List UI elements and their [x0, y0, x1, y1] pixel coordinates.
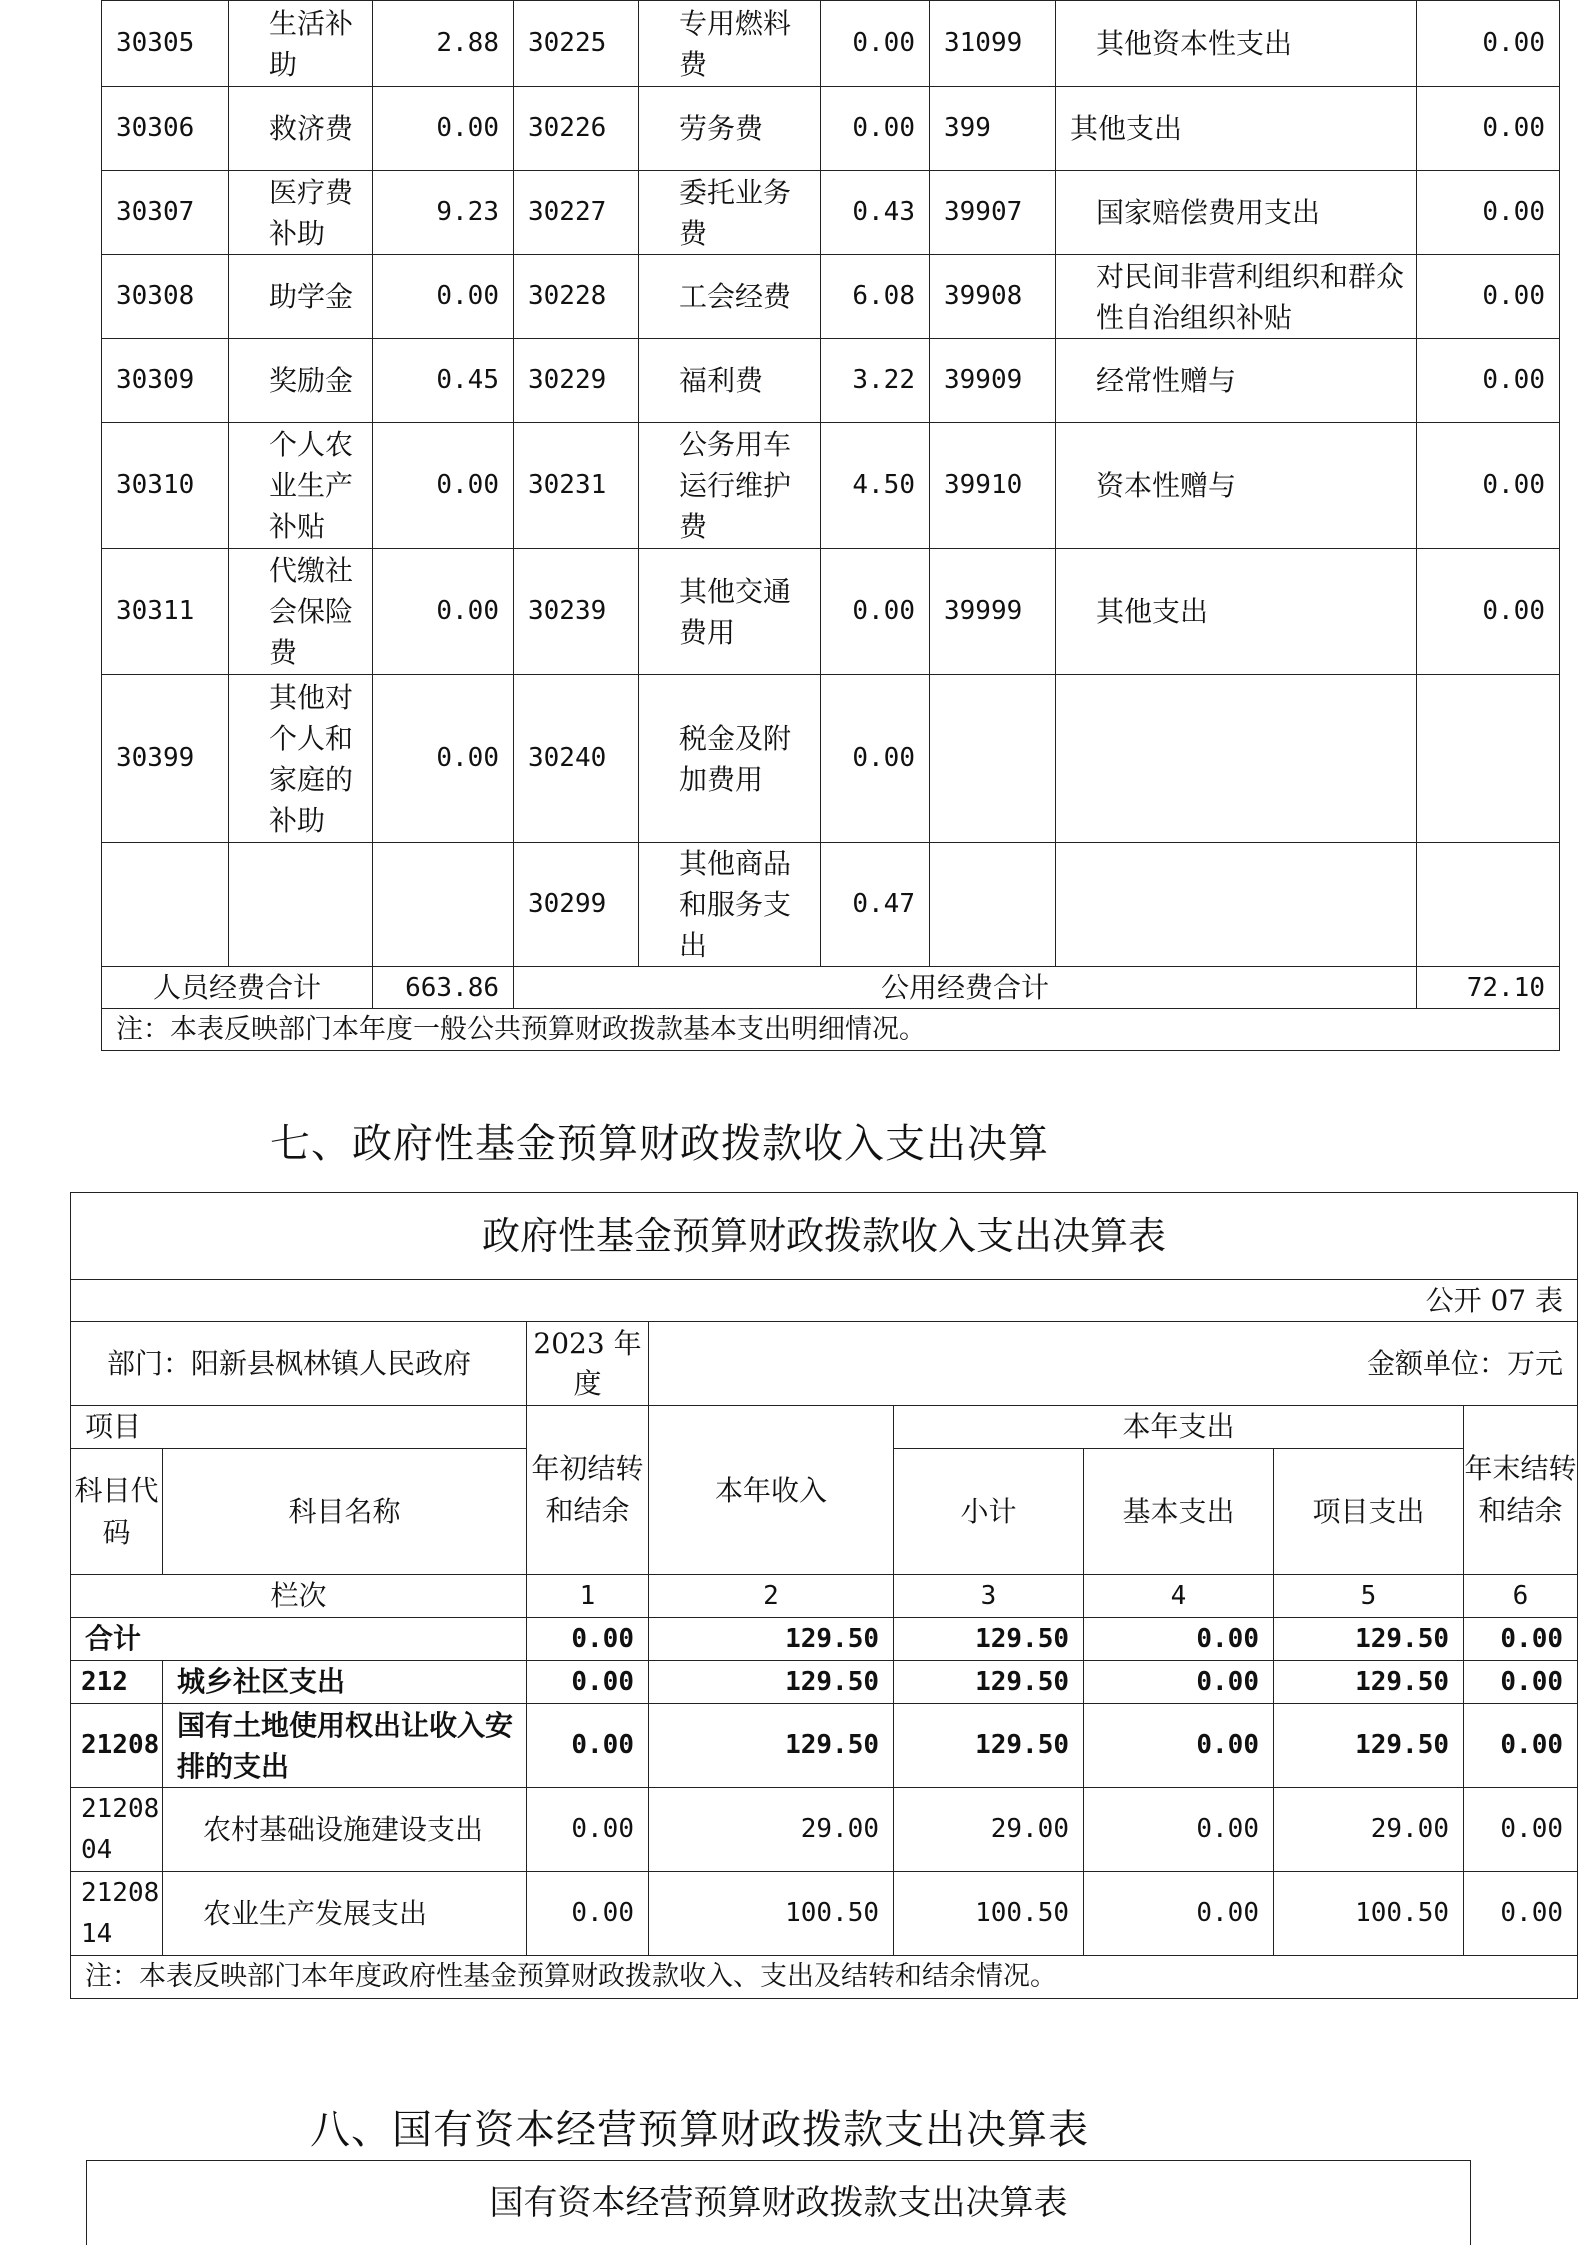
value-cell: 0.00: [1417, 1, 1560, 87]
basic-expenditure-row: [102, 549, 1560, 675]
code-header: 科目代码: [71, 1449, 163, 1575]
name-cell: 税金及附加费用: [639, 675, 821, 843]
form-number: 公开 07 表: [71, 1280, 1578, 1322]
basic-expenditure-row: [102, 843, 1560, 967]
gov-fund-note: 注：本表反映部门本年度政府性基金预算财政拨款收入、支出及结转和结余情况。: [71, 1956, 1578, 1999]
name-cell: 其他资本性支出: [1056, 1, 1417, 87]
total-label: 合计: [71, 1618, 527, 1661]
value-cell: 0.00: [1417, 171, 1560, 255]
column-number: 2: [649, 1575, 894, 1618]
subject-name: 城乡社区支出: [163, 1661, 527, 1704]
subject-code: 2120814: [71, 1872, 163, 1956]
amount-cell: 0.00: [527, 1788, 649, 1872]
code-cell: 30307: [102, 171, 229, 255]
value-cell: 0.00: [373, 255, 514, 339]
value-cell: [1417, 843, 1560, 967]
name-cell: 工会经费: [639, 255, 821, 339]
subject-name: 国有土地使用权出让收入安排的支出: [163, 1704, 527, 1788]
name-cell: [1056, 843, 1417, 967]
value-cell: 0.45: [373, 339, 514, 423]
value-cell: 0.00: [373, 549, 514, 675]
item-header: 项目: [71, 1406, 527, 1449]
code-cell: 30225: [514, 1, 639, 87]
value-cell: 0.00: [821, 675, 930, 843]
total-value: 0.00: [1464, 1618, 1578, 1661]
gov-fund-row: [71, 1788, 1578, 1872]
totals-row: [102, 967, 1560, 1009]
value-cell: 0.00: [1417, 423, 1560, 549]
value-cell: 0.00: [373, 675, 514, 843]
amount-cell: 0.00: [1464, 1788, 1578, 1872]
subject-name: 农村基础设施建设支出: [163, 1788, 527, 1872]
subject-code: 2120804: [71, 1788, 163, 1872]
code-cell: 30228: [514, 255, 639, 339]
section7-heading: 七、政府性基金预算财政拨款收入支出决算: [270, 1121, 1049, 1167]
name-cell: 医疗费补助: [229, 171, 373, 255]
code-cell: 30231: [514, 423, 639, 549]
value-cell: 4.50: [821, 423, 930, 549]
amount-cell: 29.00: [894, 1788, 1084, 1872]
code-cell: 30306: [102, 87, 229, 171]
name-cell: 其他商品和服务支出: [639, 843, 821, 967]
code-cell: 39999: [930, 549, 1056, 675]
code-cell: 30311: [102, 549, 229, 675]
code-cell: 30299: [514, 843, 639, 967]
value-cell: 0.43: [821, 171, 930, 255]
name-cell: 个人农业生产补贴: [229, 423, 373, 549]
name-cell: 公务用车运行维护费: [639, 423, 821, 549]
department-label: 部门：阳新县枫林镇人民政府: [71, 1322, 527, 1406]
gov-fund-row: [71, 1661, 1578, 1704]
value-cell: 0.00: [1417, 549, 1560, 675]
amount-cell: 0.00: [1084, 1872, 1274, 1956]
code-cell: 30229: [514, 339, 639, 423]
basic-expenditure-row: [102, 1, 1560, 87]
code-cell: [102, 843, 229, 967]
amount-cell: 129.50: [649, 1661, 894, 1704]
expense-group-header: 本年支出: [894, 1406, 1464, 1449]
amount-cell: 100.50: [894, 1872, 1084, 1956]
amount-cell: 0.00: [527, 1704, 649, 1788]
amount-cell: 129.50: [1274, 1704, 1464, 1788]
gov-fund-row: [71, 1872, 1578, 1956]
year-label: 2023 年度: [527, 1322, 649, 1406]
amount-cell: 0.00: [1084, 1704, 1274, 1788]
name-cell: 生活补助: [229, 1, 373, 87]
name-cell: 对民间非营利组织和群众性自治组织补贴: [1056, 255, 1417, 339]
column-number: 5: [1274, 1575, 1464, 1618]
column-number-row: [71, 1575, 1578, 1618]
value-cell: 0.00: [1417, 339, 1560, 423]
amount-cell: 0.00: [1084, 1661, 1274, 1704]
personnel-total-label: 人员经费合计: [102, 967, 373, 1009]
subtotal-header: 小计: [894, 1449, 1084, 1575]
amount-cell: 129.50: [1274, 1661, 1464, 1704]
name-cell: 专用燃料费: [639, 1, 821, 87]
value-cell: 0.00: [373, 87, 514, 171]
code-cell: 39907: [930, 171, 1056, 255]
state-capital-table: [86, 2160, 1471, 2245]
value-cell: 6.08: [821, 255, 930, 339]
total-value: 129.50: [894, 1618, 1084, 1661]
table1-note: 注：本表反映部门本年度一般公共预算财政拨款基本支出明细情况。: [102, 1009, 1560, 1051]
basic-expenditure-rows: [102, 1, 1560, 967]
code-cell: 39909: [930, 339, 1056, 423]
column-number: 4: [1084, 1575, 1274, 1618]
name-cell: 劳务费: [639, 87, 821, 171]
gov-fund-table: [70, 1192, 1578, 1999]
name-cell: 其他交通费用: [639, 549, 821, 675]
amount-cell: 0.00: [1464, 1661, 1578, 1704]
name-cell: [229, 843, 373, 967]
column-number: 1: [527, 1575, 649, 1618]
value-cell: 0.00: [821, 1, 930, 87]
amount-cell: 29.00: [649, 1788, 894, 1872]
name-cell: 资本性赠与: [1056, 423, 1417, 549]
total-value: 129.50: [1274, 1618, 1464, 1661]
name-cell: 委托业务费: [639, 171, 821, 255]
basic-expenditure-detail-table: [101, 0, 1560, 1051]
total-value: 0.00: [527, 1618, 649, 1661]
section8-heading: 八、国有资本经营预算财政拨款支出决算表: [310, 2107, 1089, 2153]
code-cell: 30227: [514, 171, 639, 255]
income-header: 本年收入: [649, 1406, 894, 1575]
code-cell: 30308: [102, 255, 229, 339]
total-row: [71, 1618, 1578, 1661]
code-cell: 30310: [102, 423, 229, 549]
column-number: 3: [894, 1575, 1084, 1618]
code-cell: 30240: [514, 675, 639, 843]
name-cell: 助学金: [229, 255, 373, 339]
basic-expenditure-row: [102, 87, 1560, 171]
amount-cell: 100.50: [1274, 1872, 1464, 1956]
name-cell: 奖励金: [229, 339, 373, 423]
value-cell: 9.23: [373, 171, 514, 255]
name-cell: 福利费: [639, 339, 821, 423]
code-cell: 30309: [102, 339, 229, 423]
gov-fund-rows: [71, 1661, 1578, 1956]
value-cell: [373, 843, 514, 967]
basic-expenditure-row: [102, 675, 1560, 843]
amount-cell: 129.50: [894, 1704, 1084, 1788]
amount-cell: 0.00: [1084, 1788, 1274, 1872]
amount-cell: 0.00: [527, 1661, 649, 1704]
basic-expenditure-row: [102, 339, 1560, 423]
amount-cell: 29.00: [1274, 1788, 1464, 1872]
amount-cell: 129.50: [894, 1661, 1084, 1704]
name-cell: 其他支出: [1056, 549, 1417, 675]
code-cell: [930, 843, 1056, 967]
code-cell: 39910: [930, 423, 1056, 549]
amount-cell: 0.00: [1464, 1872, 1578, 1956]
unit-label: 金额单位：万元: [649, 1322, 1578, 1406]
code-cell: [930, 675, 1056, 843]
name-cell: [1056, 675, 1417, 843]
opening-balance-header: 年初结转和结余: [527, 1406, 649, 1575]
state-capital-table-title: 国有资本经营预算财政拨款支出决算表: [87, 2161, 1471, 2245]
subject-code: 212: [71, 1661, 163, 1704]
closing-balance-header: 年末结转和结余: [1464, 1406, 1578, 1575]
value-cell: 0.47: [821, 843, 930, 967]
value-cell: [1417, 675, 1560, 843]
name-cell: 其他支出: [1056, 87, 1417, 171]
amount-cell: 0.00: [1464, 1704, 1578, 1788]
public-total-value: 72.10: [1417, 967, 1560, 1009]
value-cell: 3.22: [821, 339, 930, 423]
basic-expenditure-row: [102, 255, 1560, 339]
project-expense-header: 项目支出: [1274, 1449, 1464, 1575]
name-cell: 其他对个人和家庭的补助: [229, 675, 373, 843]
amount-cell: 100.50: [649, 1872, 894, 1956]
value-cell: 0.00: [1417, 87, 1560, 171]
code-cell: 30305: [102, 1, 229, 87]
column-label: 栏次: [71, 1575, 527, 1618]
value-cell: 0.00: [821, 549, 930, 675]
code-cell: 30226: [514, 87, 639, 171]
basic-expenditure-row: [102, 423, 1560, 549]
name-header: 科目名称: [163, 1449, 527, 1575]
total-value: 129.50: [649, 1618, 894, 1661]
subject-name: 农业生产发展支出: [163, 1872, 527, 1956]
subject-code: 21208: [71, 1704, 163, 1788]
value-cell: 0.00: [1417, 255, 1560, 339]
basic-expense-header: 基本支出: [1084, 1449, 1274, 1575]
code-cell: 399: [930, 87, 1056, 171]
value-cell: 0.00: [373, 423, 514, 549]
code-cell: 31099: [930, 1, 1056, 87]
value-cell: 2.88: [373, 1, 514, 87]
code-cell: 30399: [102, 675, 229, 843]
public-total-label: 公用经费合计: [514, 967, 1417, 1009]
total-value: 0.00: [1084, 1618, 1274, 1661]
name-cell: 国家赔偿费用支出: [1056, 171, 1417, 255]
name-cell: 代缴社会保险费: [229, 549, 373, 675]
code-cell: 30239: [514, 549, 639, 675]
gov-fund-table-title: 政府性基金预算财政拨款收入支出决算表: [71, 1193, 1578, 1280]
personnel-total-value: 663.86: [373, 967, 514, 1009]
basic-expenditure-row: [102, 171, 1560, 255]
amount-cell: 0.00: [527, 1872, 649, 1956]
column-number: 6: [1464, 1575, 1578, 1618]
value-cell: 0.00: [821, 87, 930, 171]
name-cell: 经常性赠与: [1056, 339, 1417, 423]
name-cell: 救济费: [229, 87, 373, 171]
gov-fund-row: [71, 1704, 1578, 1788]
code-cell: 39908: [930, 255, 1056, 339]
amount-cell: 129.50: [649, 1704, 894, 1788]
